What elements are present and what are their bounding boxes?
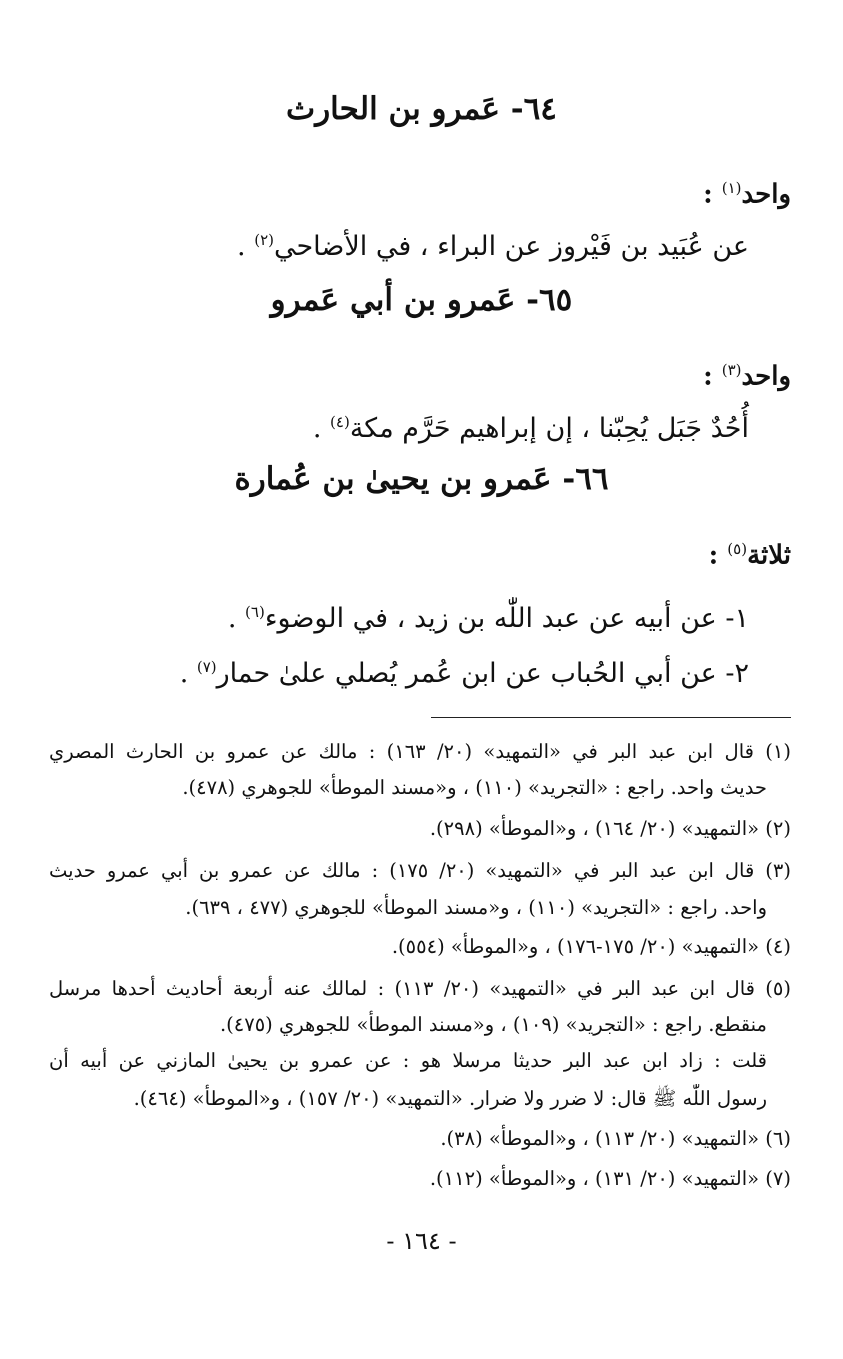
footnote-marker: (٤): [330, 413, 350, 431]
hadith-line: أُحُدٌ جَبَل يُحِبّنا ، إن إبراهيم حَرَّم مكة$^{(٤)}$ .: [312, 413, 749, 444]
footnote-line: (٤) «التمهيد» (٢٠/ ١٧٥-١٧٦) ، و«الموطأ» (٥٥٤).: [391, 935, 791, 958]
footnote-line: (٦) «التمهيد» (٢٠/ ١١٣) ، و«الموطأ» (٣٨).: [440, 1127, 791, 1150]
footnote-line: حديث واحد. راجع : «التجريد» (١١٠) ، و«مسند الموطأ» للجوهري (٤٧٨).: [182, 776, 767, 799]
footnote-separator: [431, 717, 791, 718]
footnote-line: (٥) قال ابن عبد البر في «التمهيد» (٢٠/ ١١٣) : لمالك عنه أربعة أحاديث أحدها مرسل: [49, 977, 791, 1000]
footnote-line: واحد. راجع : «التجريد» (١١٠) ، و«مسند الموطأ» للجوهري (٤٧٧ ، ٦٣٩).: [185, 896, 767, 919]
footnote-line: منقطع. راجع : «التجريد» (١٠٩) ، و«مسند الموطأ» للجوهري (٤٧٥).: [219, 1013, 767, 1036]
hadith-count-label: ثلاثة$^{(٥)}$ :: [708, 540, 791, 571]
section-title: ٦٦- عَمرو بن يحيىٰ بن عُمارة: [234, 461, 609, 497]
footnote-line: قلت : زاد ابن عبد البر حديثا مرسلا هو : عن عمرو بن يحيىٰ المازني عن أبيه أن: [49, 1049, 767, 1072]
footnote-marker: (١): [721, 179, 742, 197]
page-number: - ١٦٤ -: [386, 1227, 457, 1255]
footnote-line: رسول اللّٰه ﷺ قال: لا ضرر ولا ضرار. «التمهيد» (٢٠/ ١٥٧) ، و«الموطأ» (٤٦٤).: [133, 1087, 767, 1110]
hadith-count-label: واحد$^{(٣)}$ :: [703, 361, 791, 392]
footnote-line: (٢) «التمهيد» (٢٠/ ١٦٤) ، و«الموطأ» (٢٩٨).: [429, 817, 791, 840]
section-title: ٦٤- عَمرو بن الحارث: [286, 91, 557, 127]
hadith-count-label: واحد$^{(١)}$ :: [703, 179, 791, 210]
footnote-line: (١) قال ابن عبد البر في «التمهيد» (٢٠/ ١٦٣) : مالك عن عمرو بن الحارث المصري: [49, 740, 791, 763]
footnote-marker: (٧): [196, 658, 217, 676]
section-title: ٦٥- عَمرو بن أبي عَمرو: [270, 282, 573, 318]
footnote-marker: (٣): [721, 361, 742, 379]
footnote-marker: (٦): [245, 603, 265, 621]
hadith-line: ٢- عن أبي الحُباب عن ابن عُمر يُصلي علىٰ حمار$^{(٧)}$ .: [179, 658, 749, 689]
hadith-line: ١- عن أبيه عن عبد اللّٰه بن زيد ، في الوضوء$^{(٦)}$ .: [227, 603, 749, 634]
footnote-line: (٣) قال ابن عبد البر في «التمهيد» (٢٠/ ١٧٥) : مالك عن عمرو بن أبي عمرو حديث: [49, 859, 791, 882]
footnote-marker: (٢): [254, 231, 274, 249]
footnote-line: (٧) «التمهيد» (٢٠/ ١٣١) ، و«الموطأ» (١١٢).: [429, 1167, 791, 1190]
footnote-marker: (٥): [727, 540, 748, 558]
hadith-line: عن عُبَيد بن فَيْروز عن البراء ، في الأضاحي$^{(٢)}$ .: [237, 231, 749, 262]
